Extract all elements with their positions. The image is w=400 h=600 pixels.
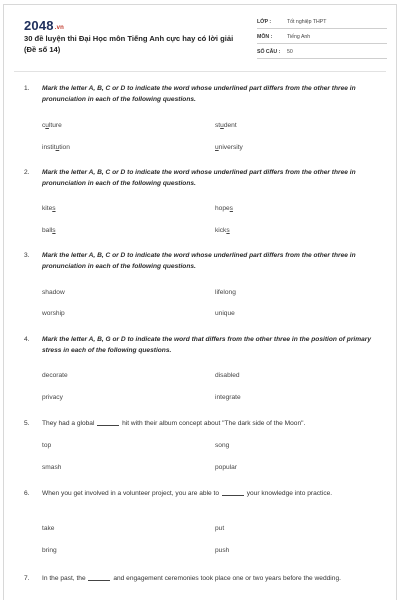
meta-subject <box>257 31 387 44</box>
underlined-part: u <box>45 122 49 129</box>
meta-subject-key: MÔN : <box>257 34 273 40</box>
underlined-part: u <box>55 144 60 151</box>
question-text <box>42 418 382 429</box>
option-d[interactable] <box>215 144 243 151</box>
option-text: integrate <box>215 394 241 401</box>
option-text: worship <box>42 310 65 317</box>
option-text: song <box>215 442 230 449</box>
question-text-start: In the past, the <box>42 575 86 582</box>
option-c[interactable] <box>42 227 56 234</box>
option-text: st <box>215 122 221 129</box>
option-text: shadow <box>42 289 65 296</box>
question-number: 6. <box>24 490 30 497</box>
option-text: instit <box>42 144 56 151</box>
option-a[interactable] <box>42 122 62 129</box>
option-text: lifelong <box>215 289 236 296</box>
exam-header <box>4 5 396 68</box>
meta-class-value: Tốt nghiệp THPT <box>287 19 327 25</box>
option-d[interactable] <box>215 464 237 471</box>
header-divider <box>14 71 386 72</box>
question-text <box>42 573 382 584</box>
question-number: 5. <box>24 420 30 427</box>
underlined-part: s <box>229 205 233 212</box>
option-text: put <box>215 525 225 532</box>
option-text: privacy <box>42 394 63 401</box>
option-b[interactable] <box>215 525 224 532</box>
logo-suffix: .vn <box>54 25 65 31</box>
option-a[interactable] <box>42 525 54 532</box>
meta-class <box>257 16 387 29</box>
option-text: unique <box>215 310 235 317</box>
question-number: 3. <box>24 252 30 259</box>
option-b[interactable] <box>215 442 229 449</box>
option-b[interactable] <box>215 372 240 379</box>
question-text-end: your knowledge into practice. <box>246 490 333 497</box>
option-text: lture <box>48 122 62 129</box>
question-text-start: They had a global <box>42 420 95 427</box>
underlined-part: u <box>220 122 224 129</box>
option-b[interactable] <box>215 205 233 212</box>
answer-blank <box>88 574 110 581</box>
question-text: Mark the letter A, B, G or D to indicate the word that differs from the other three in the position of primary stress in each of the following questions. <box>42 336 371 354</box>
option-c[interactable] <box>42 144 70 151</box>
question-text: Mark the letter A, B, C or D to indicate the word whose underlined part differs from the other three in pronunciation in each of the following questions. <box>42 169 356 187</box>
answer-blank <box>97 419 119 426</box>
option-text: dent <box>223 122 237 129</box>
option-text: decorate <box>42 372 68 379</box>
underlined-part: s <box>52 227 56 234</box>
option-text: hope <box>215 205 230 212</box>
option-text: push <box>215 547 230 554</box>
option-text: kite <box>42 205 53 212</box>
option-d[interactable] <box>215 547 229 554</box>
option-d[interactable] <box>215 227 230 234</box>
question-text: Mark the letter A, B, C or D to indicate the word whose underlined part differs from the other three in pronunciation in each of the following questions. <box>42 85 356 103</box>
option-a[interactable] <box>42 442 51 449</box>
option-c[interactable] <box>42 310 65 317</box>
option-a[interactable] <box>42 372 68 379</box>
question-text-start: When you get involved in a volunteer project, you are able to <box>42 490 220 497</box>
exam-page <box>3 4 397 600</box>
underlined-part: u <box>215 144 219 151</box>
option-text: tion <box>59 144 70 151</box>
question-number: 2. <box>24 169 30 176</box>
option-c[interactable] <box>42 464 61 471</box>
site-logo[interactable] <box>24 18 64 33</box>
option-c[interactable] <box>42 547 57 554</box>
question-text: Mark the letter A, B, C or D to indicate the word whose underlined part differs from the other three in pronunciation in each of the following questions. <box>42 252 356 270</box>
option-a[interactable] <box>42 205 56 212</box>
option-d[interactable] <box>215 394 241 401</box>
meta-class-key: LỚP : <box>257 19 272 25</box>
option-text: disabled <box>215 372 240 379</box>
option-text: bring <box>42 547 57 554</box>
option-text: smash <box>42 464 62 471</box>
option-text: ball <box>42 227 53 234</box>
option-text: popular <box>215 464 237 471</box>
question-text-end: and engagement ceremonies took place one or two years before the wedding. <box>113 575 341 582</box>
underlined-part: s <box>52 205 56 212</box>
option-a[interactable] <box>42 289 65 296</box>
meta-count <box>257 46 387 59</box>
question-number: 4. <box>24 336 30 343</box>
option-text: take <box>42 525 55 532</box>
meta-count-key: SỐ CÂU : <box>257 49 281 55</box>
option-c[interactable] <box>42 394 63 401</box>
question-text-end: hit with their album concept about "The dark side of the Moon". <box>122 420 306 427</box>
meta-subject-value: Tiếng Anh <box>287 34 311 40</box>
option-text: c <box>42 122 46 129</box>
question-number: 1. <box>24 85 30 92</box>
question-number: 7. <box>24 575 30 582</box>
option-b[interactable] <box>215 122 237 129</box>
underlined-part: s <box>226 227 230 234</box>
exam-meta <box>257 16 387 61</box>
option-text: kick <box>215 227 227 234</box>
option-text: top <box>42 442 52 449</box>
option-text: niversity <box>218 144 243 151</box>
meta-count-value: 50 <box>287 49 293 55</box>
answer-blank <box>222 489 244 496</box>
option-b[interactable] <box>215 289 236 296</box>
question-text <box>42 488 382 499</box>
option-d[interactable] <box>215 310 235 317</box>
document-title: 30 đề luyện thi Đại Học môn Tiếng Anh cực hay có lời giải (Đề số 14) <box>24 34 234 54</box>
logo-text: 2048 <box>24 18 54 33</box>
